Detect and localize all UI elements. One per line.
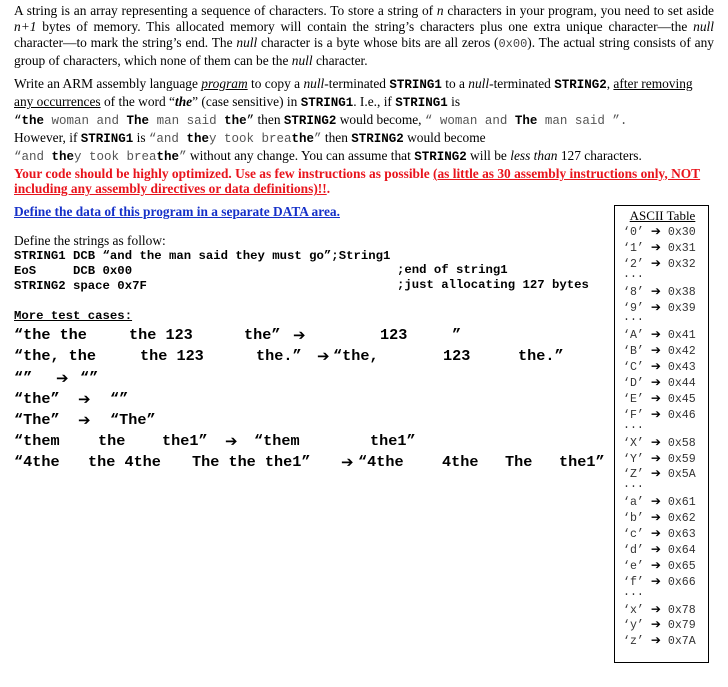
test-input: “the” xyxy=(14,390,69,408)
task-paragraph: Write an ARM assembly language program to copy a null-terminated STRING1 to a null-terminated STRING2, after removing any occurrences of the word “the” (case sensitive) in STRING1. I.e., if STRING1 is “the woman and The man said the” then STRING2 would become, “ woman and The man said ”. However, if STRING1 is “and they took breathe” then STRING2 would become “and they took breathe” without any change. You can assume that STRING2 will be less than 127 characters. Your code should be highly optimized. Use as few instructions as possible (as little as 30 assembly instructions only, NOT including any assembly directives or data definitions)!!. xyxy=(14,76,701,197)
ascii-row xyxy=(623,510,696,525)
ascii-hex: 0x58 xyxy=(660,436,696,450)
test-input: “the the xyxy=(14,326,87,344)
test-input: The the the1” xyxy=(192,453,320,471)
ascii-hex: 0x31 xyxy=(660,241,696,255)
ascii-row xyxy=(623,327,696,342)
code-line-string2: STRING2 space 0x7F xyxy=(14,279,147,293)
right-arrow-icon: ➔ xyxy=(225,432,238,450)
right-arrow-icon: ➔ xyxy=(78,390,91,408)
right-arrow-icon: ➔ xyxy=(341,453,354,471)
ascii-row xyxy=(623,240,696,255)
ascii-row xyxy=(623,494,696,509)
ascii-char: ‘a’ xyxy=(623,496,651,510)
ascii-row xyxy=(623,558,696,573)
ascii-row xyxy=(623,284,696,299)
ascii-hex: 0x5A xyxy=(660,468,696,482)
ascii-char: ‘d’ xyxy=(623,543,651,557)
define-heading: Define the data of this program in a separate DATA area. xyxy=(14,204,340,219)
right-arrow-icon: ➔ xyxy=(650,239,661,254)
test-input: “them xyxy=(14,432,60,450)
ascii-row xyxy=(623,359,696,374)
test-output: 4the xyxy=(442,453,479,471)
right-arrow-icon: ➔ xyxy=(650,526,661,540)
tests-heading: More test cases: xyxy=(14,309,133,323)
ascii-hex: 0x44 xyxy=(660,377,696,390)
ascii-char: ‘X’ xyxy=(623,436,651,450)
ascii-hex: 0x41 xyxy=(660,329,696,343)
test-output: 123 xyxy=(380,326,408,344)
right-arrow-icon: ➔ xyxy=(650,359,661,374)
ascii-hex: 0x64 xyxy=(660,543,696,557)
right-arrow-icon: ➔ xyxy=(650,450,661,465)
right-arrow-icon: ➔ xyxy=(650,633,661,648)
right-arrow-icon: ➔ xyxy=(650,494,661,509)
ascii-table xyxy=(614,205,709,663)
ascii-char: ‘Z’ xyxy=(623,468,651,482)
ascii-hex: 0x79 xyxy=(660,619,696,633)
test-input: the 123 xyxy=(140,347,204,365)
test-input: the 123 xyxy=(129,326,193,344)
ascii-hex: 0x43 xyxy=(660,361,696,375)
ellipsis: ... xyxy=(623,267,644,281)
right-arrow-icon: ➔ xyxy=(56,369,69,387)
test-output: “The” xyxy=(110,411,156,429)
test-output: the.” xyxy=(518,347,564,365)
ascii-char: ‘f’ xyxy=(623,575,651,589)
ellipsis: ... xyxy=(623,478,644,492)
test-input: the 4the xyxy=(88,453,161,471)
ascii-row xyxy=(623,375,696,390)
intro-paragraph: A string is an array representing a sequence of characters. To store a string of n characters in your program, you need to set aside n+1 bytes of memory. This allocated memory will contain the string’s characters plus one extra unique character—the null character—to mark the string’s end. The null character is a byte whose bits are all zeros (0x00). The actual string consists of any group of characters, which none of them can be the null character. xyxy=(14,3,714,68)
ascii-hex: 0x42 xyxy=(660,345,696,359)
ascii-char: ‘B’ xyxy=(623,345,651,359)
right-arrow-icon: ➔ xyxy=(650,224,661,238)
ascii-hex: 0x61 xyxy=(660,496,696,510)
right-arrow-icon: ➔ xyxy=(650,573,661,588)
right-arrow-icon: ➔ xyxy=(317,347,330,365)
ascii-char: ‘A’ xyxy=(623,329,651,343)
ascii-table-title: ASCII Table xyxy=(629,208,696,223)
right-arrow-icon: ➔ xyxy=(650,406,661,421)
right-arrow-icon: ➔ xyxy=(650,510,661,525)
ascii-hex: 0x32 xyxy=(660,257,696,271)
ascii-hex: 0x46 xyxy=(660,408,696,422)
test-output: “the, xyxy=(333,347,379,365)
test-input: “” xyxy=(14,369,42,387)
ascii-hex: 0x78 xyxy=(660,603,696,617)
ascii-hex: 0x62 xyxy=(660,512,696,526)
ascii-char: ‘Y’ xyxy=(623,452,651,466)
test-input: “The” xyxy=(14,411,69,429)
right-arrow-icon: ➔ xyxy=(650,375,661,389)
ascii-row xyxy=(623,526,696,541)
ascii-hex: 0x45 xyxy=(660,392,696,406)
right-arrow-icon: ➔ xyxy=(650,557,661,572)
ascii-row xyxy=(623,391,696,406)
ascii-row xyxy=(623,602,696,617)
ascii-row xyxy=(623,542,696,557)
ascii-char: ‘0’ xyxy=(623,226,651,239)
ascii-char: ‘2’ xyxy=(623,257,651,271)
code-comment-eos: ;end of string1 xyxy=(397,263,508,277)
right-arrow-icon: ➔ xyxy=(650,327,661,342)
test-output: “them xyxy=(254,432,300,450)
right-arrow-icon: ➔ xyxy=(650,255,661,270)
ascii-hex: 0x66 xyxy=(660,575,696,589)
test-output: 123 xyxy=(443,347,471,365)
ascii-char: ‘z’ xyxy=(623,635,651,649)
right-arrow-icon: ➔ xyxy=(650,343,661,358)
right-arrow-icon: ➔ xyxy=(650,601,661,616)
test-output: ” xyxy=(452,326,462,344)
ascii-char: ‘C’ xyxy=(623,361,651,375)
ellipsis: ... xyxy=(623,418,644,432)
ascii-row xyxy=(623,451,696,466)
test-output: “” xyxy=(80,369,99,387)
test-output: the1” xyxy=(559,453,605,471)
ascii-hex: 0x65 xyxy=(660,559,696,573)
right-arrow-icon: ➔ xyxy=(293,326,306,344)
ellipsis: ... xyxy=(623,585,644,599)
ascii-row xyxy=(623,633,696,648)
right-arrow-icon: ➔ xyxy=(650,283,661,298)
right-arrow-icon: ➔ xyxy=(650,541,661,556)
ascii-hex: 0x59 xyxy=(660,452,696,466)
right-arrow-icon: ➔ xyxy=(650,299,661,314)
test-output: the1” xyxy=(370,432,416,450)
right-arrow-icon: ➔ xyxy=(650,434,661,449)
ascii-row xyxy=(623,617,696,632)
ascii-char: ‘1’ xyxy=(623,241,651,255)
ascii-row xyxy=(623,343,696,358)
right-arrow-icon: ➔ xyxy=(650,466,661,481)
test-output: “” xyxy=(110,390,129,408)
ascii-char: ‘F’ xyxy=(623,408,651,422)
ascii-char: ‘e’ xyxy=(623,559,651,573)
ascii-char: ‘b’ xyxy=(623,512,651,526)
ascii-hex: 0x39 xyxy=(660,301,696,315)
right-arrow-icon: ➔ xyxy=(650,390,661,405)
right-arrow-icon: ➔ xyxy=(650,617,661,632)
test-input: “the, the xyxy=(14,347,97,365)
ascii-char: ‘E’ xyxy=(623,392,651,406)
ascii-char: ‘8’ xyxy=(623,285,651,299)
test-output: The xyxy=(505,453,533,471)
ascii-char: ‘9’ xyxy=(623,301,651,315)
define-intro: Define the strings as follow: xyxy=(14,233,166,248)
test-input: “4the xyxy=(14,453,60,471)
right-arrow-icon: ➔ xyxy=(78,411,91,429)
ascii-row xyxy=(623,224,696,239)
code-line-eos: EoS DCB 0x00 xyxy=(14,264,133,278)
test-input: the xyxy=(98,432,126,450)
code-comment-string2: ;just allocating 127 bytes xyxy=(397,278,589,292)
ascii-hex: 0x7A xyxy=(660,635,696,649)
test-input: the” xyxy=(244,326,290,344)
ascii-hex: 0x30 xyxy=(660,226,696,239)
ascii-char: ‘y’ xyxy=(623,619,651,633)
ascii-char: ‘x’ xyxy=(623,603,651,617)
ascii-char: ‘c’ xyxy=(623,528,651,541)
test-output: “4the xyxy=(358,453,404,471)
ascii-char: ‘D’ xyxy=(623,377,651,390)
ascii-row xyxy=(623,435,696,450)
test-input: the1” xyxy=(162,432,217,450)
ascii-hex: 0x63 xyxy=(660,528,696,541)
ascii-hex: 0x38 xyxy=(660,285,696,299)
code-line-string1: STRING1 DCB “and the man said they must go”;String1 xyxy=(14,249,391,263)
optimization-note: Your code should be highly optimized. Use as few instructions as possible (as little as 30 assembly instructions only, NOT including any assembly directives or data definitions)!!. xyxy=(14,165,701,197)
ellipsis: ... xyxy=(623,311,644,325)
test-input: the.” xyxy=(256,347,311,365)
